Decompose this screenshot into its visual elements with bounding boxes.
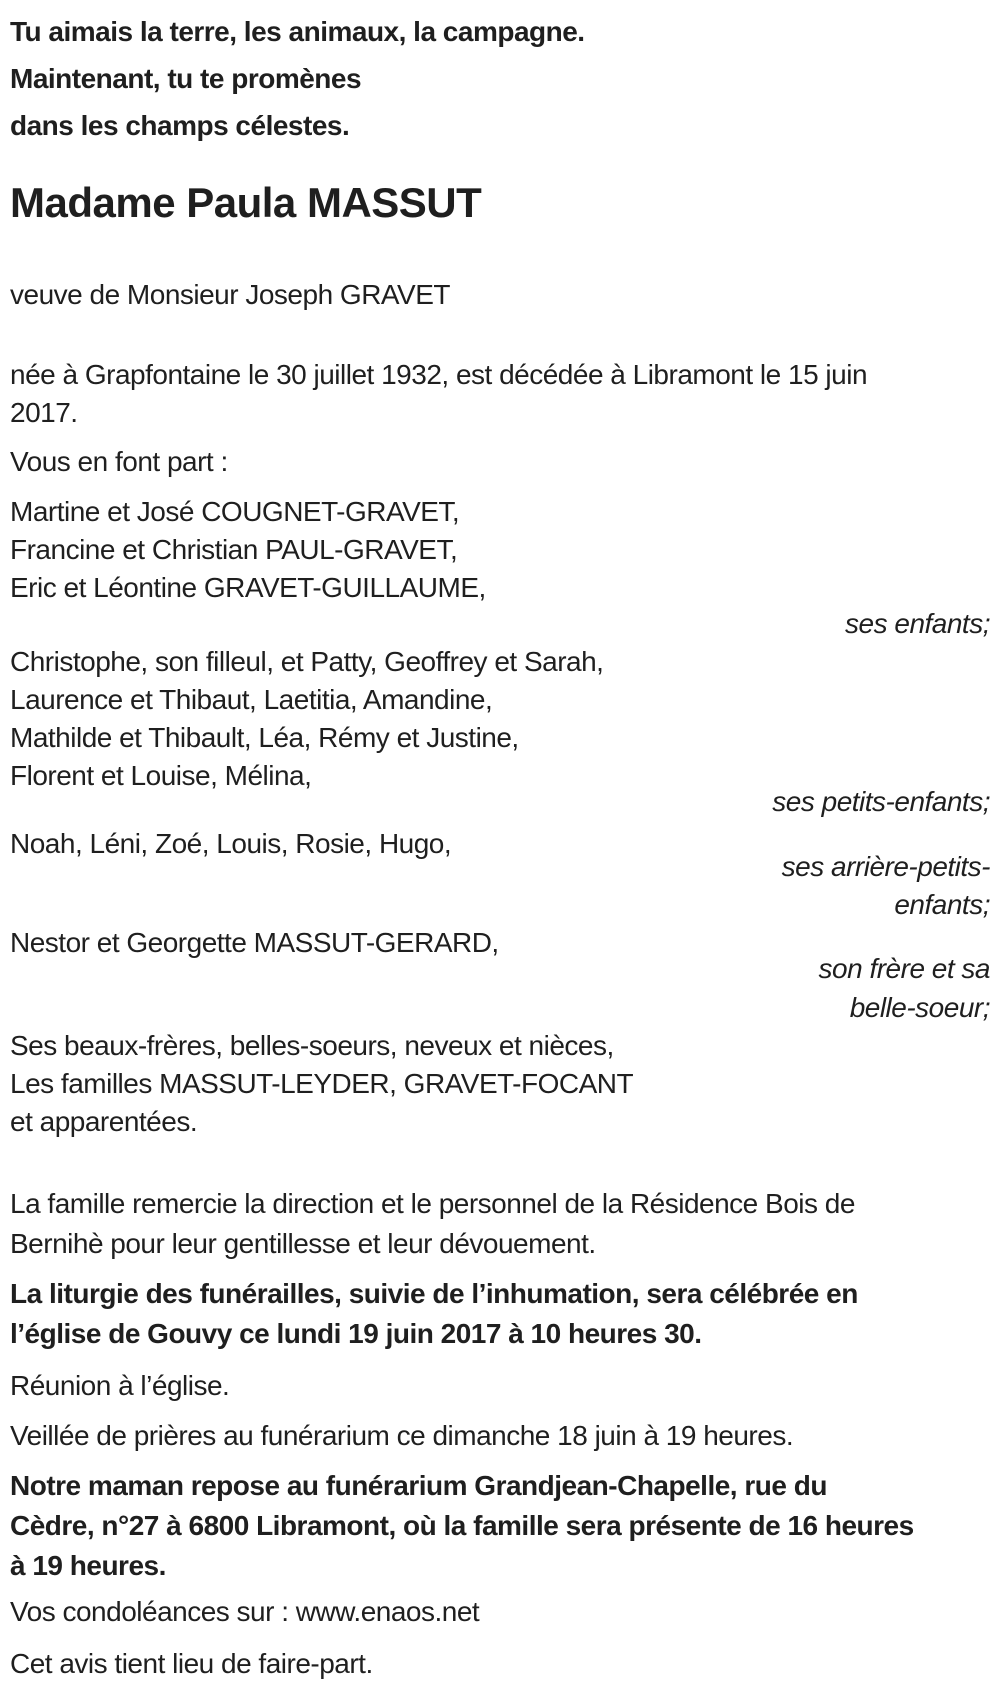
children-line-2: Francine et Christian PAUL-GRAVET, [10, 534, 458, 565]
children-label [10, 605, 990, 643]
announcement-intro: Vous en font part : [10, 446, 228, 477]
great-grandchildren-label-line-1: ses arrière-petits- [781, 851, 990, 882]
funeral-line-1: La liturgie des funérailles, suivie de l’inhumation, sera célébrée en [10, 1278, 858, 1309]
epigraph-line-2: Maintenant, tu te promènes [10, 63, 362, 94]
grandchildren-names [10, 643, 990, 795]
closing-notice: Cet avis tient lieu de faire-part. [10, 1648, 373, 1679]
grandchildren-line-3: Mathilde et Thibault, Léa, Rémy et Justine, [10, 722, 519, 753]
brother-label-line-2: belle-soeur; [849, 992, 990, 1023]
vigil-notice: Veillée de prières au funérarium ce dimanche 18 juin à 19 heures. [10, 1420, 794, 1451]
grandchildren-label-line: ses petits-enfants; [772, 786, 990, 817]
repose-line-1: Notre maman repose au funérarium Grandjean-Chapelle, rue du [10, 1470, 827, 1501]
extended-family-line-2: Les familles MASSUT-LEYDER, GRAVET-FOCANT [10, 1068, 634, 1099]
children-line-3: Eric et Léontine GRAVET-GUILLAUME, [10, 572, 486, 603]
deceased-relation: veuve de Monsieur Joseph GRAVET [10, 279, 450, 310]
life-dates-line-1: née à Grapfontaine le 30 juillet 1932, est décédée à Libramont le 15 juin [10, 359, 868, 390]
grandchildren-line-1: Christophe, son filleul, et Patty, Geoffrey et Sarah, [10, 646, 604, 677]
extended-family-line-3: et apparentées. [10, 1106, 198, 1137]
repose-line-2: Cèdre, n°27 à 6800 Libramont, où la famille sera présente de 16 heures [10, 1510, 914, 1541]
life-dates [10, 356, 990, 432]
condolences-notice: Vos condoléances sur : www.enaos.net [10, 1596, 480, 1627]
epigraph-line-3: dans les champs célestes. [10, 110, 350, 141]
children-label-line: ses enfants; [845, 608, 990, 639]
epigraph [10, 8, 990, 149]
children-line-1: Martine et José COUGNET-GRAVET, [10, 496, 460, 527]
acknowledgement-line-1: La famille remercie la direction et le personnel de la Résidence Bois de [10, 1188, 855, 1219]
brother-line-1: Nestor et Georgette MASSUT-GERARD, [10, 927, 499, 958]
funeral-line-2: l’église de Gouvy ce lundi 19 juin 2017 à 10 heures 30. [10, 1318, 702, 1349]
extended-family-names [10, 1027, 990, 1141]
great-grandchildren-label-line-2: enfants; [894, 889, 990, 920]
grandchildren-line-4: Florent et Louise, Mélina, [10, 760, 312, 791]
epigraph-line-1: Tu aimais la terre, les animaux, la campagne. [10, 16, 585, 47]
great-grandchildren-line-1: Noah, Léni, Zoé, Louis, Rosie, Hugo, [10, 828, 452, 859]
children-names [10, 493, 990, 607]
acknowledgement [10, 1184, 990, 1264]
funeral-announcement [10, 1274, 990, 1354]
life-dates-line-2: 2017. [10, 397, 78, 428]
deceased-name-title: Madame Paula MASSUT [10, 179, 482, 226]
church-meeting-notice: Réunion à l’église. [10, 1370, 230, 1401]
brother-label-line-1: son frère et sa [818, 953, 990, 984]
repose-line-3: à 19 heures. [10, 1550, 166, 1581]
grandchildren-line-2: Laurence et Thibaut, Laetitia, Amandine, [10, 684, 493, 715]
acknowledgement-line-2: Bernihè pour leur gentillesse et leur dévouement. [10, 1228, 596, 1259]
repose-notice [10, 1466, 990, 1586]
extended-family-line-1: Ses beaux-frères, belles-soeurs, neveux et nièces, [10, 1030, 614, 1061]
